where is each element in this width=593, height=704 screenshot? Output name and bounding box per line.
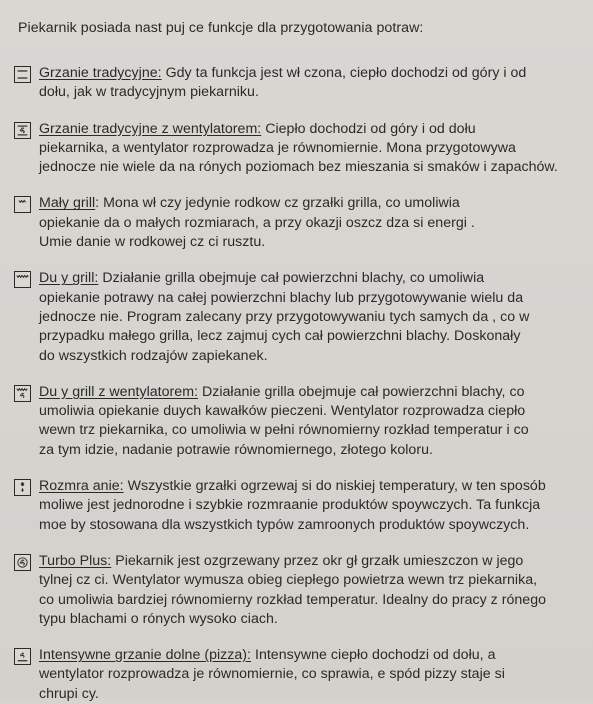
function-title: Rozmra anie:: [39, 478, 124, 495]
function-title: Intensywne grzanie dolne (pizza):: [39, 647, 252, 664]
function-line: Działanie grilla obejmuje cał powierzchni blachy, co: [198, 383, 525, 400]
function-line: moe by stosowana dla wszystkich typów zamroonych produktów spoywczych.: [39, 516, 530, 533]
function-line: dołu, jak w tradycyjnym piekarniku.: [39, 84, 259, 101]
function-line: Umie danie w rodkowej cz ci rusztu.: [39, 234, 266, 251]
defrost-icon: [14, 479, 31, 496]
function-line: Działanie grilla obejmuje cał powierzchni blachy, co umoliwia: [98, 270, 485, 287]
function-line: jednocze nie. Program zalecany przy przygotowywaniu tych samych da , co w: [39, 308, 530, 325]
function-item: [14, 477, 581, 535]
function-line: Piekarnik jest ozgrzewany przez okr gł grzałk umieszczon w jego: [111, 552, 524, 569]
large-grill-icon: [14, 271, 31, 288]
top-bottom-heat-icon: [14, 66, 31, 83]
fan-top-bottom-heat-icon: [14, 122, 31, 139]
function-line: wentylator rozprowadza je równomiernie, co sprawia, e spód pizzy staje si: [39, 666, 505, 683]
turbo-fan-icon: [14, 554, 31, 571]
function-description: [39, 646, 581, 704]
function-title: Grzanie tradycyjne:: [39, 65, 162, 81]
function-description: [39, 269, 581, 365]
function-line: za tym idzie, nadanie potrawie równomiernego, złotego koloru.: [39, 441, 433, 458]
function-line: opiekanie potrawy na całej powierzchni blachy lub przygotowywanie wielu da: [39, 289, 524, 306]
function-line: typu blachami o rónych wysoko ciach.: [39, 610, 278, 627]
function-line: przypadku małego grilla, lecz zajmuj cych cał powierzchni blachy. Doskonały: [39, 328, 521, 345]
function-item: [14, 64, 581, 103]
function-description: [39, 64, 581, 103]
pizza-bottom-heat-icon: [14, 648, 31, 665]
function-line: co umoliwia bardziej równomierny rozkład temperatur. Idealny do pracy z rónego: [39, 591, 547, 608]
function-title: Mały grill: [39, 195, 96, 212]
function-description: [39, 477, 581, 535]
function-item: [14, 552, 581, 629]
function-line: wewn trz piekarnika, co umoliwia w pełni równomierny rozkład temperatur i co: [39, 422, 529, 439]
function-item: [14, 120, 581, 178]
function-item: [14, 194, 581, 252]
fan-grill-icon: [14, 385, 31, 402]
small-grill-icon: [14, 196, 31, 213]
intro-text: Piekarnik posiada nast puj ce funkcje dla przygotowania potraw:: [18, 20, 424, 36]
function-line: opiekanie da o małych rozmiarach, a przy okazji oszcz dza si energi .: [39, 214, 475, 231]
function-title: Grzanie tradycyjne z wentylatorem:: [39, 120, 262, 137]
function-title: Du y grill:: [39, 270, 99, 287]
function-title: Turbo Plus:: [39, 552, 112, 569]
function-line: jednocze nie wiele da na rónych poziomach bez mieszania si smaków i zapachów.: [39, 159, 558, 176]
function-line: umoliwia opiekanie duych kawałków pieczeni. Wentylator rozprowadza ciepło: [39, 403, 526, 420]
function-description: [39, 194, 581, 252]
function-line: Gdy ta funkcja jest wł czona, ciepło dochodzi od góry i od: [161, 65, 527, 81]
function-line: Intensywne ciepło dochodzi od dołu, a: [251, 647, 496, 664]
function-description: [39, 120, 581, 178]
function-title: Du y grill z wentylatorem:: [39, 383, 198, 400]
function-line: do wszystkich rodzajów zapiekanek.: [39, 347, 268, 364]
function-line: moliwe jest jednorodne i szybkie rozmraanie produktów spoywczych. Ta funkcja: [39, 497, 541, 514]
function-line: tylnej cz ci. Wentylator wymusza obieg ciepłego powietrza wewn trz piekarnika,: [39, 572, 538, 589]
function-description: [39, 552, 581, 629]
function-line: Wszystkie grzałki ogrzewaj si do niskiej temperatury, w ten sposób: [123, 478, 546, 495]
function-description: [39, 383, 581, 460]
function-line: : Mona wł czy jedynie rodkow cz grzałki grilla, co umoliwia: [95, 195, 460, 212]
function-item: [14, 269, 581, 365]
function-line: piekarnika, a wentylator rozprowadza je równomiernie. Mona przygotowywa: [39, 139, 516, 156]
function-item: [14, 383, 581, 460]
function-line: chrupi cy.: [39, 685, 99, 702]
function-item: [14, 646, 581, 704]
function-line: Ciepło dochodzi od góry i od dołu: [261, 120, 476, 137]
